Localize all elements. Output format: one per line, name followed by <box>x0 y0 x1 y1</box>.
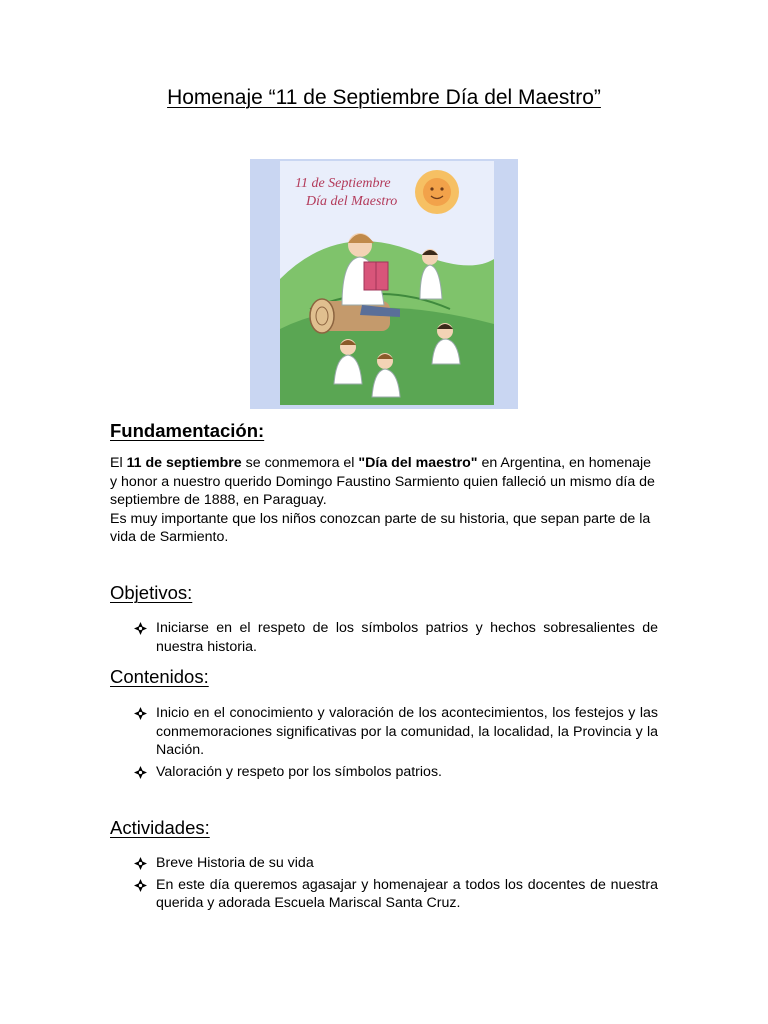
list-item <box>134 876 658 913</box>
teacher-day-illustration <box>250 159 518 409</box>
list-item-text: En este día queremos agasajar y homenajear a todos los docentes de nuestra querida y adorada Escuela Mariscal Santa Cruz. <box>156 876 658 911</box>
date-highlight: 11 de septiembre <box>126 455 242 471</box>
illustration-caption-line2: Día del Maestro <box>306 194 398 209</box>
diamond-bullet-icon <box>134 766 147 779</box>
objetivos-list <box>134 619 658 659</box>
text-fragment: El <box>110 455 127 471</box>
section-heading-fundamentacion: Fundamentación: <box>110 420 265 441</box>
diamond-bullet-icon <box>134 622 147 635</box>
section-heading-contenidos: Contenidos: <box>110 666 209 687</box>
list-item-text: Iniciarse en el respeto de los símbolos patrios y hechos sobresalientes de nuestra historia. <box>156 620 658 655</box>
fundamentacion-paragraph <box>110 454 658 547</box>
text-fragment: se conmemora el <box>241 455 359 471</box>
list-item-text: Breve Historia de su vida <box>156 855 314 871</box>
section-heading-objetivos: Objetivos: <box>110 582 193 603</box>
text-fragment: Es muy importante que los niños conozcan parte de su historia, que sepan parte de la vida de Sarmiento. <box>110 510 651 545</box>
text-fragment: en Argentina, en homenaje y honor a nuestro querido Domingo Faustino Sarmiento quien falleció un mismo día de septiembre de 1888, en Paraguay. <box>110 455 655 508</box>
sun-icon <box>415 170 459 214</box>
contenidos-list <box>134 704 658 784</box>
list-item-text: Inicio en el conocimiento y valoración de los acontecimientos, los festejos y las conmemoraciones significativas por la comunidad, la localidad, la Provincia y la Nación. <box>156 705 658 758</box>
actividades-list <box>134 854 658 916</box>
diamond-bullet-icon <box>134 707 147 720</box>
list-item <box>134 704 658 760</box>
list-item-text: Valoración y respeto por los símbolos patrios. <box>156 763 442 780</box>
page-title: Homenaje “11 de Septiembre Día del Maestro” <box>167 86 601 109</box>
section-heading-actividades: Actividades: <box>110 817 210 838</box>
day-name-highlight: "Día del maestro" <box>358 455 478 471</box>
diamond-bullet-icon <box>134 879 147 892</box>
diamond-bullet-icon <box>134 857 147 870</box>
illustration-caption-line1: 11 de Septiembre <box>295 176 391 191</box>
list-item <box>134 763 658 782</box>
list-item <box>134 854 658 873</box>
list-item <box>134 619 658 656</box>
